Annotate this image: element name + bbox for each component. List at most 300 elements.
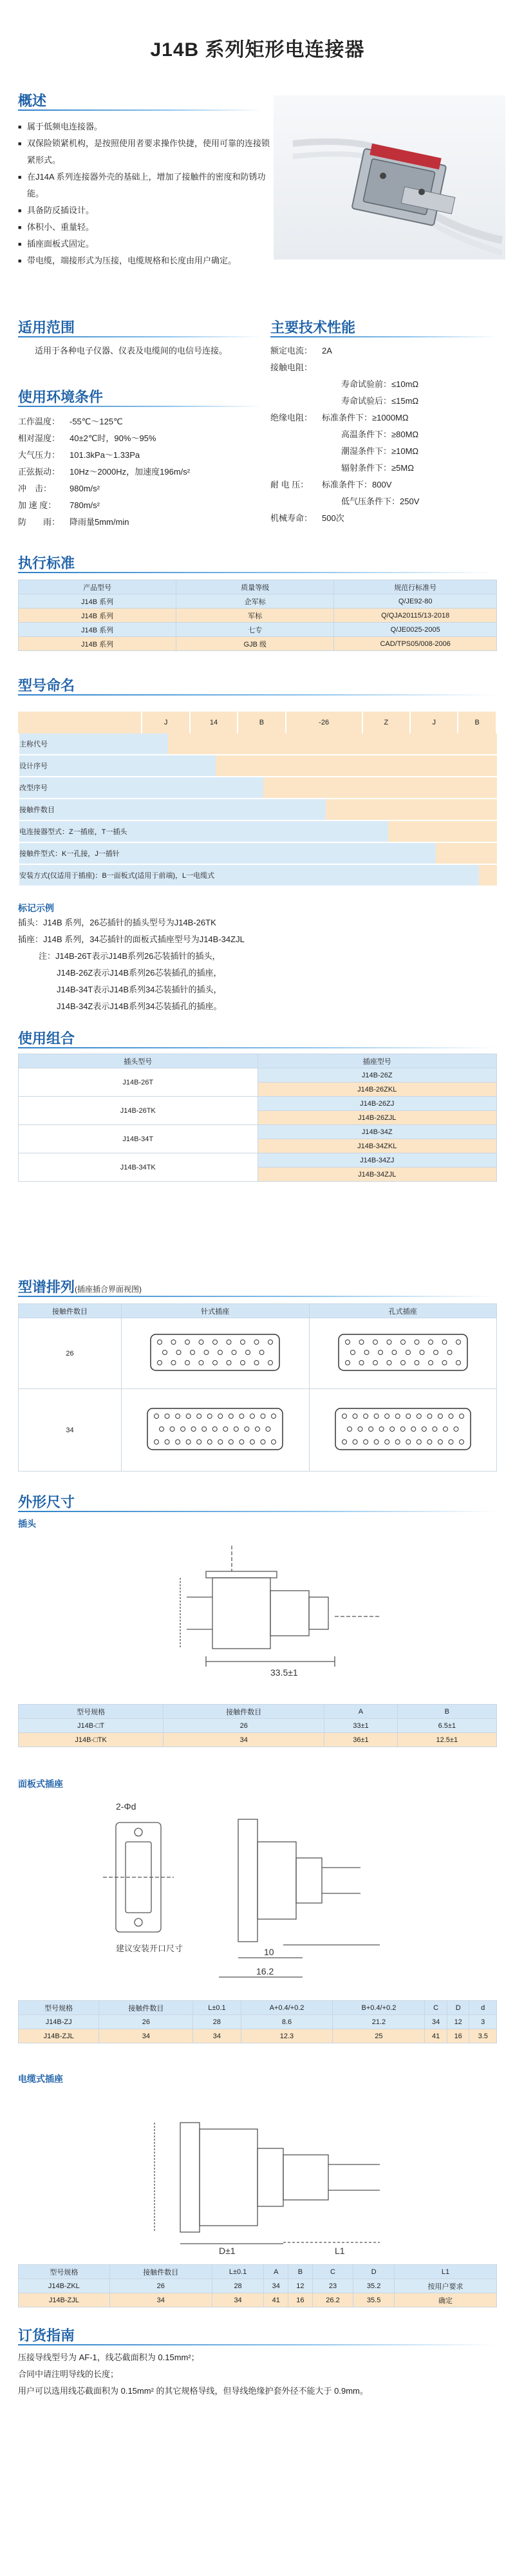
spec-key: 机械寿命：	[270, 513, 313, 523]
spec-key: 大气压力：	[18, 450, 61, 460]
contact-position	[239, 1440, 244, 1444]
table-header-cell: 插座型号	[258, 1054, 497, 1068]
table-cell: Q/QJA20115/13-2018	[334, 609, 497, 623]
naming-line	[18, 777, 497, 799]
contact-position	[438, 1414, 442, 1419]
table-cell: J14B-ZJL	[19, 2029, 99, 2043]
example-heading: 标记示例	[18, 903, 54, 913]
scope-text: 适用于各种电子仪器、仪表及电缆间的电信号连接。	[35, 346, 228, 355]
naming-code: J	[142, 712, 190, 734]
panel-dim-d: 2-Φd	[116, 1801, 136, 1812]
combination-heading: 使用组合	[18, 1030, 75, 1046]
table-cell: 12.5±1	[397, 1733, 496, 1747]
order-rule	[18, 2344, 497, 2345]
pinout-row-34: 34	[19, 1389, 122, 1472]
naming-line-fill	[168, 734, 497, 754]
contact-position	[158, 1340, 162, 1345]
contact-position	[259, 1350, 264, 1355]
naming-code: Z	[363, 712, 411, 734]
contact-position	[411, 1427, 416, 1432]
pinout-row-26: 26	[19, 1318, 122, 1389]
table-cell: 16	[447, 2029, 469, 2043]
contact-position	[241, 1340, 245, 1345]
overview-bullet-list	[18, 118, 276, 269]
spec-row	[18, 430, 263, 447]
spec-row	[270, 343, 497, 359]
contact-position	[384, 1440, 389, 1444]
spec-row	[270, 393, 497, 410]
overview-bullet: ■ 双保险锁紧机构，是按照使用者要求操作快捷，使用可靠的连接锁紧形式。	[18, 135, 276, 169]
text-line: 插座：J14B 系列，34芯插针的面板式插座型号为J14B-34ZJL	[18, 934, 245, 944]
contact-position	[417, 1440, 421, 1444]
contact-position	[272, 1440, 276, 1444]
contact-position	[374, 1440, 379, 1444]
text-line: J14B-34Z表示J14B系列34芯装插孔的插座。	[57, 1001, 222, 1011]
contact-position	[353, 1440, 357, 1444]
contact-position	[272, 1414, 276, 1419]
dimensions-heading: 外形尺寸	[18, 1494, 75, 1510]
contact-position	[363, 1414, 368, 1419]
contact-position	[171, 1340, 176, 1345]
table-cell: 41	[264, 2293, 288, 2307]
table-cell: Q/JE92-80	[334, 594, 497, 609]
contact-position	[373, 1340, 377, 1345]
contact-position	[154, 1414, 159, 1419]
table-row	[19, 1733, 497, 1747]
contact-position	[428, 1340, 433, 1345]
naming-line-label: 主称代号	[19, 734, 168, 754]
table-cell: J14B 系列	[19, 594, 176, 609]
table-cell: 34	[109, 2293, 212, 2307]
naming-line	[18, 843, 497, 865]
product-photo	[274, 95, 505, 260]
contact-position	[213, 1361, 218, 1365]
table-cell: Q/JE0025-2005	[334, 623, 497, 637]
contact-position	[395, 1440, 400, 1444]
table-header-row	[19, 1705, 497, 1719]
spec-key: 加 速 度：	[18, 500, 57, 510]
plug-model: J14B-26TK	[19, 1097, 258, 1125]
contact-position	[254, 1361, 259, 1365]
spec-key: 冲 击：	[18, 484, 52, 493]
spec-row	[270, 510, 497, 527]
socket-model: J14B-26ZJL	[258, 1111, 497, 1125]
table-cell: J14B 系列	[19, 623, 176, 637]
cable-dim-d: D±1	[219, 2246, 236, 2256]
table-row	[19, 2279, 497, 2293]
naming-line-label: 改型序号	[19, 777, 263, 798]
pinout-rule	[18, 1296, 497, 1297]
table-cell: 34	[99, 2029, 193, 2043]
contact-position	[213, 1340, 218, 1345]
spec-key: 相对湿度：	[18, 433, 61, 443]
contact-position	[176, 1350, 181, 1355]
spec-value: 潮湿条件下：≥10MΩ	[341, 446, 419, 456]
scope-rule	[18, 336, 263, 337]
contact-position	[406, 1440, 411, 1444]
spec-value: 40±2℃时，90%～95%	[70, 433, 156, 443]
example-text	[18, 914, 497, 1015]
spec-value: 2A	[322, 346, 332, 355]
pinout-heading	[18, 1276, 142, 1296]
naming-line	[18, 734, 497, 755]
contact-position	[256, 1427, 260, 1432]
naming-line-fill	[479, 865, 497, 886]
table-cell: 16	[288, 2293, 313, 2307]
spec-value: 寿命试验后：≤15mΩ	[341, 396, 419, 406]
spec-row	[270, 410, 497, 426]
contact-position	[218, 1350, 223, 1355]
table-header-cell: 接触件数目	[164, 1705, 324, 1719]
naming-line-fill	[263, 777, 497, 798]
table-row	[19, 609, 497, 623]
contact-position	[261, 1440, 265, 1444]
contact-position	[239, 1414, 244, 1419]
spec-value: 标准条件下：800V	[322, 480, 392, 489]
plug-dim-table	[18, 1704, 497, 1747]
contact-position	[197, 1414, 201, 1419]
panel-note: 建议安装开口尺寸	[116, 1944, 183, 1953]
contact-position	[379, 1427, 384, 1432]
contact-position	[218, 1440, 223, 1444]
naming-heading: 型号命名	[18, 677, 75, 694]
pinout-diagram-26-socket	[309, 1318, 497, 1389]
socket-model: J14B-26Z	[258, 1068, 497, 1083]
text-line: 压接导线型号为 AF-1，线芯截面积为 0.15mm²；	[18, 2353, 200, 2362]
spec-row	[270, 443, 497, 460]
contact-position	[442, 1340, 447, 1345]
table-cell: 21.2	[333, 2015, 425, 2029]
spec-row	[18, 447, 263, 464]
spec-value: 高温条件下：≥80MΩ	[341, 430, 419, 439]
naming-line	[18, 821, 497, 843]
table-cell: 8.6	[241, 2015, 333, 2029]
table-header-cell: C	[312, 2265, 353, 2279]
spec-row	[270, 359, 497, 376]
spec-row	[270, 426, 497, 443]
table-header-cell: 型号规格	[19, 1705, 164, 1719]
environment-list	[18, 413, 263, 531]
contact-position	[387, 1340, 391, 1345]
table-cell: 军标	[176, 609, 334, 623]
contact-position	[218, 1414, 223, 1419]
naming-line-fill	[326, 799, 497, 820]
contact-position	[186, 1414, 191, 1419]
connector-outline	[147, 1408, 283, 1450]
contact-position	[456, 1361, 460, 1365]
table-header-cell: D	[353, 2265, 395, 2279]
dimensions-rule	[18, 1511, 497, 1512]
table-cell: 23	[312, 2279, 353, 2293]
contact-position	[191, 1427, 196, 1432]
socket-model: J14B-34ZKL	[258, 1139, 497, 1153]
contact-position	[374, 1414, 379, 1419]
contact-position	[223, 1427, 228, 1432]
contact-position	[342, 1414, 346, 1419]
specs-heading: 主要技术性能	[270, 319, 356, 336]
spec-key	[270, 426, 322, 443]
table-header-cell: A	[324, 1705, 397, 1719]
spec-row	[18, 497, 263, 514]
contact-position	[364, 1350, 369, 1355]
table-row	[19, 594, 497, 609]
plug-model: J14B-34TK	[19, 1153, 258, 1182]
naming-code: B	[238, 712, 286, 734]
plug-model: J14B-34T	[19, 1125, 258, 1153]
table-header-cell: A+0.4/+0.2	[241, 2001, 333, 2015]
table-header-cell: d	[469, 2001, 497, 2015]
table-header-cell: 接触件数目	[99, 2001, 193, 2015]
plug-label: 插头	[18, 1519, 36, 1529]
contact-position	[234, 1427, 239, 1432]
contact-position	[212, 1427, 217, 1432]
contact-position	[459, 1440, 464, 1444]
contact-position	[406, 1414, 411, 1419]
spec-row	[18, 464, 263, 480]
text-line: J14B-34T表示J14B系列34芯装插针的插头，	[57, 985, 222, 994]
contact-position	[415, 1361, 419, 1365]
naming-line-label: 设计序号	[19, 755, 216, 776]
spec-key	[270, 493, 322, 510]
spec-value: 780m/s²	[70, 500, 100, 510]
table-header-cell: B	[397, 1705, 496, 1719]
table-row	[19, 2029, 497, 2043]
table-cell: J14B-□TK	[19, 1733, 164, 1747]
table-row	[19, 637, 497, 651]
contact-position	[199, 1361, 203, 1365]
text-line: 插头：J14B 系列，26芯插针的插头型号为J14B-26TK	[18, 918, 216, 927]
spec-value: 降雨量5mm/min	[70, 517, 129, 527]
contact-position	[422, 1427, 426, 1432]
table-row	[19, 1068, 497, 1083]
table-cell: 按用户要求	[394, 2279, 496, 2293]
pinout-table	[18, 1303, 497, 1472]
table-header-cell: L±0.1	[193, 2001, 241, 2015]
contact-position	[176, 1440, 180, 1444]
panel-label: 面板式插座	[18, 1779, 63, 1789]
table-header-cell: B+0.4/+0.2	[333, 2001, 425, 2015]
contact-position	[433, 1350, 438, 1355]
contact-position	[417, 1414, 421, 1419]
table-row	[19, 623, 497, 637]
socket-model: J14B-34ZJL	[258, 1168, 497, 1182]
contact-position	[186, 1440, 191, 1444]
contact-position	[266, 1427, 270, 1432]
contact-position	[433, 1427, 437, 1432]
contact-position	[254, 1340, 259, 1345]
spec-key: 工作温度：	[18, 417, 61, 426]
table-cell: J14B-ZJ	[19, 2015, 99, 2029]
naming-line-label: 接触件数目	[19, 799, 326, 820]
contact-position	[171, 1361, 176, 1365]
table-row	[19, 1125, 497, 1139]
contact-position	[181, 1427, 185, 1432]
contact-position	[165, 1440, 169, 1444]
pinout-col-socket: 孔式插座	[309, 1304, 497, 1318]
contact-position	[447, 1350, 452, 1355]
table-cell: 26	[164, 1719, 324, 1733]
contact-position	[378, 1350, 382, 1355]
table-cell: 企军标	[176, 594, 334, 609]
pinout-diagram-26-pin	[122, 1318, 310, 1389]
contact-position	[400, 1340, 405, 1345]
plug-dim-label: 33.5±1	[270, 1667, 298, 1678]
spec-row	[18, 480, 263, 497]
naming-code-spacer	[18, 712, 142, 734]
contact-position	[368, 1427, 373, 1432]
table-cell: 12	[288, 2279, 313, 2293]
table-cell: 35.5	[353, 2293, 395, 2307]
spec-value: 低气压条件下：250V	[341, 497, 420, 506]
contact-position	[427, 1440, 432, 1444]
contact-position	[250, 1440, 255, 1444]
contact-position	[202, 1427, 207, 1432]
table-cell: J14B-ZKL	[19, 2279, 110, 2293]
naming-line	[18, 799, 497, 821]
combination-table	[18, 1054, 497, 1182]
table-cell: 34	[193, 2029, 241, 2043]
table-header-cell: 接触件数目	[109, 2265, 212, 2279]
socket-model: J14B-26ZJ	[258, 1097, 497, 1111]
pinout-note: (插座插合界面视图)	[75, 1285, 142, 1294]
contact-position	[400, 1427, 405, 1432]
table-header-cell: L±0.1	[212, 2265, 264, 2279]
connector-outline	[335, 1408, 471, 1450]
contact-position	[415, 1340, 419, 1345]
spec-value: 500次	[322, 513, 344, 523]
contact-position	[359, 1361, 364, 1365]
table-header-cell: 产品型号	[19, 580, 176, 594]
spec-row	[270, 460, 497, 477]
table-header-cell: 质量等级	[176, 580, 334, 594]
order-heading: 订货指南	[18, 2327, 75, 2344]
spec-key	[270, 460, 322, 477]
table-cell: 26	[99, 2015, 193, 2029]
table-header-cell: L1	[394, 2265, 496, 2279]
contact-position	[185, 1361, 190, 1365]
contact-position	[204, 1350, 209, 1355]
naming-line-fill	[436, 843, 497, 864]
contact-position	[241, 1361, 245, 1365]
spec-key: 防 雨：	[18, 517, 61, 527]
contact-position	[345, 1340, 350, 1345]
contact-position	[350, 1350, 355, 1355]
contact-position	[261, 1414, 265, 1419]
contact-position	[438, 1440, 442, 1444]
spec-key	[270, 393, 322, 410]
naming-code: -26	[286, 712, 363, 734]
spec-key: 耐 电 压：	[270, 480, 309, 489]
table-row	[19, 1153, 497, 1168]
overview-heading: 概述	[18, 93, 47, 109]
cable-label: 电缆式插座	[18, 2074, 63, 2084]
contact-position	[232, 1350, 236, 1355]
overview-bullet: ■ 属于低频电连接器。	[18, 118, 276, 135]
table-cell: CAD/TPS05/008-2006	[334, 637, 497, 651]
standards-table	[18, 580, 497, 651]
contact-position	[170, 1427, 174, 1432]
table-cell: GJB 级	[176, 637, 334, 651]
naming-lines	[18, 734, 497, 887]
contact-position	[176, 1414, 180, 1419]
table-cell: 6.5±1	[397, 1719, 496, 1733]
naming-line-label: 安装方式(仅适用于插座)：B一面板式(适用于前端)，L一电缆式	[19, 865, 479, 886]
spec-key: 正弦振动：	[18, 467, 61, 477]
spec-key	[270, 443, 322, 460]
contact-position	[160, 1427, 164, 1432]
contact-position	[207, 1440, 212, 1444]
contact-position	[389, 1427, 394, 1432]
table-header-row	[19, 580, 497, 594]
contact-position	[456, 1340, 460, 1345]
standards-heading: 执行标准	[18, 555, 75, 571]
spec-value: 辐射条件下：≥5MΩ	[341, 463, 414, 473]
contact-position	[384, 1414, 389, 1419]
spec-value: -55℃～125℃	[70, 417, 123, 426]
contact-position	[449, 1440, 453, 1444]
socket-model: J14B-26ZKL	[258, 1083, 497, 1097]
table-header-cell: 规范行标准号	[334, 580, 497, 594]
contact-position	[191, 1350, 195, 1355]
contact-position	[358, 1427, 362, 1432]
contact-position	[207, 1414, 212, 1419]
contact-position	[459, 1414, 464, 1419]
spec-value: 寿命试验前：≤10mΩ	[341, 379, 419, 389]
table-row	[19, 2015, 497, 2029]
contact-position	[227, 1361, 231, 1365]
contact-position	[363, 1440, 368, 1444]
spec-row	[270, 477, 497, 493]
table-header-row	[19, 2001, 497, 2015]
overview-bullet: ■ 带电缆，端接形式为压接，电缆规格和长度由用户确定。	[18, 252, 276, 269]
contact-position	[392, 1350, 397, 1355]
spec-value: 101.3kPa～1.33Pa	[70, 450, 140, 460]
specs-list	[270, 343, 497, 527]
panel-dim-table	[18, 2000, 497, 2043]
naming-line-fill	[388, 821, 497, 842]
contact-position	[229, 1440, 234, 1444]
table-cell: J14B-□T	[19, 1719, 164, 1733]
table-header-cell: B	[288, 2265, 313, 2279]
panel-socket-drawing	[90, 1797, 425, 1990]
table-cell: 34	[264, 2279, 288, 2293]
spec-value: 标准条件下：≥1000MΩ	[322, 413, 409, 422]
table-row	[19, 1719, 497, 1733]
contact-position	[154, 1440, 159, 1444]
table-cell: 34	[164, 1733, 324, 1747]
naming-rule	[18, 694, 497, 696]
naming-line	[18, 865, 497, 887]
contact-position	[353, 1414, 357, 1419]
overview-bullet: ■ 插座面板式固定。	[18, 236, 276, 252]
naming-line	[18, 755, 497, 777]
contact-position	[454, 1427, 458, 1432]
table-header-cell: 型号规格	[19, 2001, 99, 2015]
contact-position	[359, 1340, 364, 1345]
combination-rule	[18, 1047, 497, 1048]
naming-code-row	[18, 712, 497, 734]
contact-position	[342, 1440, 346, 1444]
contact-position	[245, 1427, 249, 1432]
pinout-diagram-34-socket	[309, 1389, 497, 1472]
cable-dim-l1: L1	[335, 2246, 345, 2256]
contact-position	[406, 1350, 410, 1355]
table-cell: 3	[469, 2015, 497, 2029]
contact-position	[229, 1414, 234, 1419]
pinout-diagram-34-pin	[122, 1389, 310, 1472]
contact-position	[268, 1361, 273, 1365]
overview-bullet: ■ 体积小、重量轻。	[18, 219, 276, 236]
